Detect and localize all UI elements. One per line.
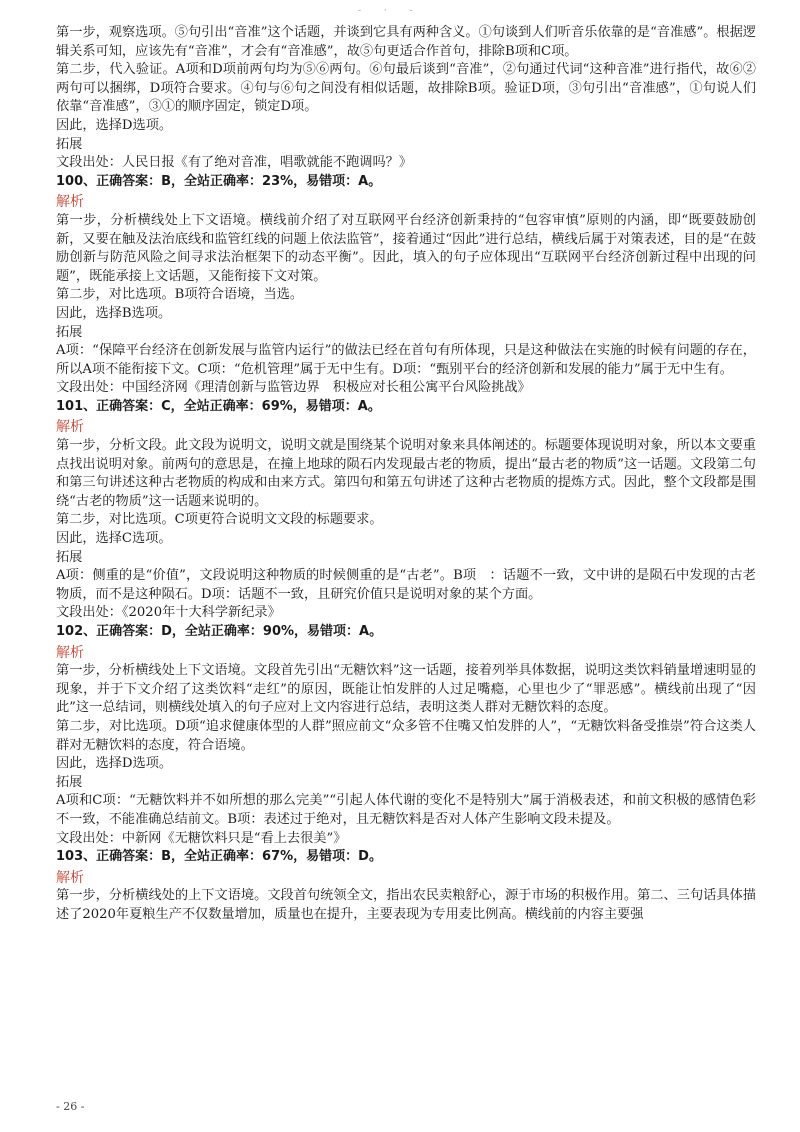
document-page <box>56 24 756 925</box>
paragraph: A项：侧重的是“价值”，文段说明这种物质的时候侧重的是“古老”。B项 ：话题不一致，文中讲的是陨石中发现的古老物质，而不是这种陨石。D项：话题不一致，且研究价值只是说明对象的某个方面。 <box>56 568 756 602</box>
paragraph: 第一步，观察选项。⑤句引出“音准”这个话题，并谈到它具有两种含义。①句谈到人们听音乐依靠的是“音准感”。根据逻辑关系可知，应该先有“音准”，才会有“音准感”，故⑤句更适合作首句，排除B项和C项。 <box>56 25 756 59</box>
paragraph: 第二步，对比选项。C项更符合说明文文段的标题要求。 <box>56 512 383 528</box>
paragraph: 第一步，分析横线处上下文语境。文段首先引出“无糖饮料”这一话题，接着列举具体数据，说明这类饮料销量增速明显的现象，并于下文介绍了这类饮料“走红”的原因，既能让怕发胖的人过足嘴瘾，心里也少了“罪恶感”。横线前出现了“因此”这一总结词，则横线处填入的句子应对上文内容进行总结，表明这类人群对无糖饮料的态度。 <box>56 663 756 716</box>
paragraph: 第一步，分析横线处的上下文语境。文段首句统领全文，指出农民卖粮舒心，源于市场的积极作用。第二、三句话具体描述了2020年夏粮生产不仅数量增加，质量也在提升，主要表现为专用麦比例高。横线前的内容主要强 <box>56 888 756 922</box>
paragraph: 因此，选择C选项。 <box>56 531 172 547</box>
paragraph: A项：“保障平台经济在创新发展与监管内运行”的做法已经在首句有所体现，只是这种做法在实施的时候有问题的存在，所以A项不能衔接下文。C项：“危机管理”属于无中生有。D项：“甄别平台的经济创新和发展的能力”属于无中生有。 <box>56 343 756 377</box>
header-mark: - · - <box>358 6 423 16</box>
paragraph: 因此，选择B选项。 <box>56 305 172 321</box>
paragraph: 文段出处：《2020年十大科学新纪录》 <box>56 605 281 621</box>
page-number: - 26 - <box>56 1100 85 1113</box>
paragraph: 第二步，对比选项。D项“追求健康体型的人群”照应前文“众多管不住嘴又怕发胖的人”，“无糖饮料备受推崇”符合这类人群对无糖饮料的态度，符合语境。 <box>56 718 756 753</box>
paragraph: 文段出处：人民日报《有了绝对音准，唱歌就能不跑调吗？》 <box>56 155 413 171</box>
answer-line: 100、正确答案：B，全站正确率：23%，易错项：A。 <box>56 173 382 189</box>
paragraph: A项和C项：“无糖饮料并不如所想的那么完美”“引起人体代谢的变化不是特别大”属于消极表述，和前文积极的感情色彩不一致，不能准确总结前文。B项：表述过于绝对，且无糖饮料是否对人体产生影响文段未提及。 <box>56 793 756 827</box>
section-label: 解析 <box>56 644 84 661</box>
paragraph: 因此，选择D选项。 <box>56 117 173 133</box>
section-label: 解析 <box>56 194 84 211</box>
paragraph: 第二步，代入验证。A项和D项前两句均为⑤⑥两句。⑥句最后谈到“音准”，②句通过代词“这种音准”进行指代，故⑥②两句可以捆绑，D项符合要求。④句与⑥句之间没有相似话题，故排除B项。验证D项，③句引出“音准感”，①句说人们依靠“音准感”，③①的顺序固定，锁定D项。 <box>56 62 756 115</box>
paragraph: 文段出处：中新网《无糖饮料只是“看上去很美”》 <box>56 830 347 846</box>
paragraph: 文段出处：中国经济网《理清创新与监管边界 积极应对长租公寓平台风险挑战》 <box>56 380 531 396</box>
paragraph: 第一步，分析文段。此文段为说明文，说明文就是围绕某个说明对象来具体阐述的。标题要体现说明对象，所以本文要重点找出说明对象。前两句的意思是，在撞上地球的陨石内发现最古老的物质，提出“最古老的物质”这一话题。文段第二句和第三句讲述这种古老物质的构成和由来方式。第四句和第五句讲述了这种古老物质的提炼方式。因此，整个文段都是围绕“古老的物质”这一话题来说明的。 <box>56 438 756 509</box>
answer-line: 101、正确答案：C，全站正确率：69%，易错项：A。 <box>56 398 381 414</box>
paragraph: 拓展 <box>56 774 83 790</box>
section-label: 解析 <box>56 419 84 436</box>
section-label: 解析 <box>56 869 84 886</box>
paragraph: 第一步，分析横线处上下文语境。横线前介绍了对互联网平台经济创新秉持的“包容审慎”原则的内涵，即“既要鼓励创新，又要在触及法治底线和监管红线的问题上依法监管”，接着通过“因此”进行总结，横线后属于对策表述，目的是“在鼓励创新与防范风险之间寻求法治框架下的动态平衡”。因此，填入的句子应体现出“互联网平台经济创新过程中出现的问题”，既能承接上文话题，又能衔接下文对策。 <box>56 212 756 284</box>
paragraph: 第二步，对比选项。B项符合语境，当选。 <box>56 287 304 303</box>
answer-line: 102、正确答案：D，全站正确率：90%，易错项：A。 <box>56 624 383 639</box>
paragraph: 拓展 <box>56 136 83 152</box>
answer-line: 103、正确答案：B，全站正确率：67%，易错项：D。 <box>56 849 382 865</box>
paragraph: 因此，选择D选项。 <box>56 756 173 772</box>
paragraph: 拓展 <box>56 549 83 565</box>
paragraph: 拓展 <box>56 324 83 340</box>
